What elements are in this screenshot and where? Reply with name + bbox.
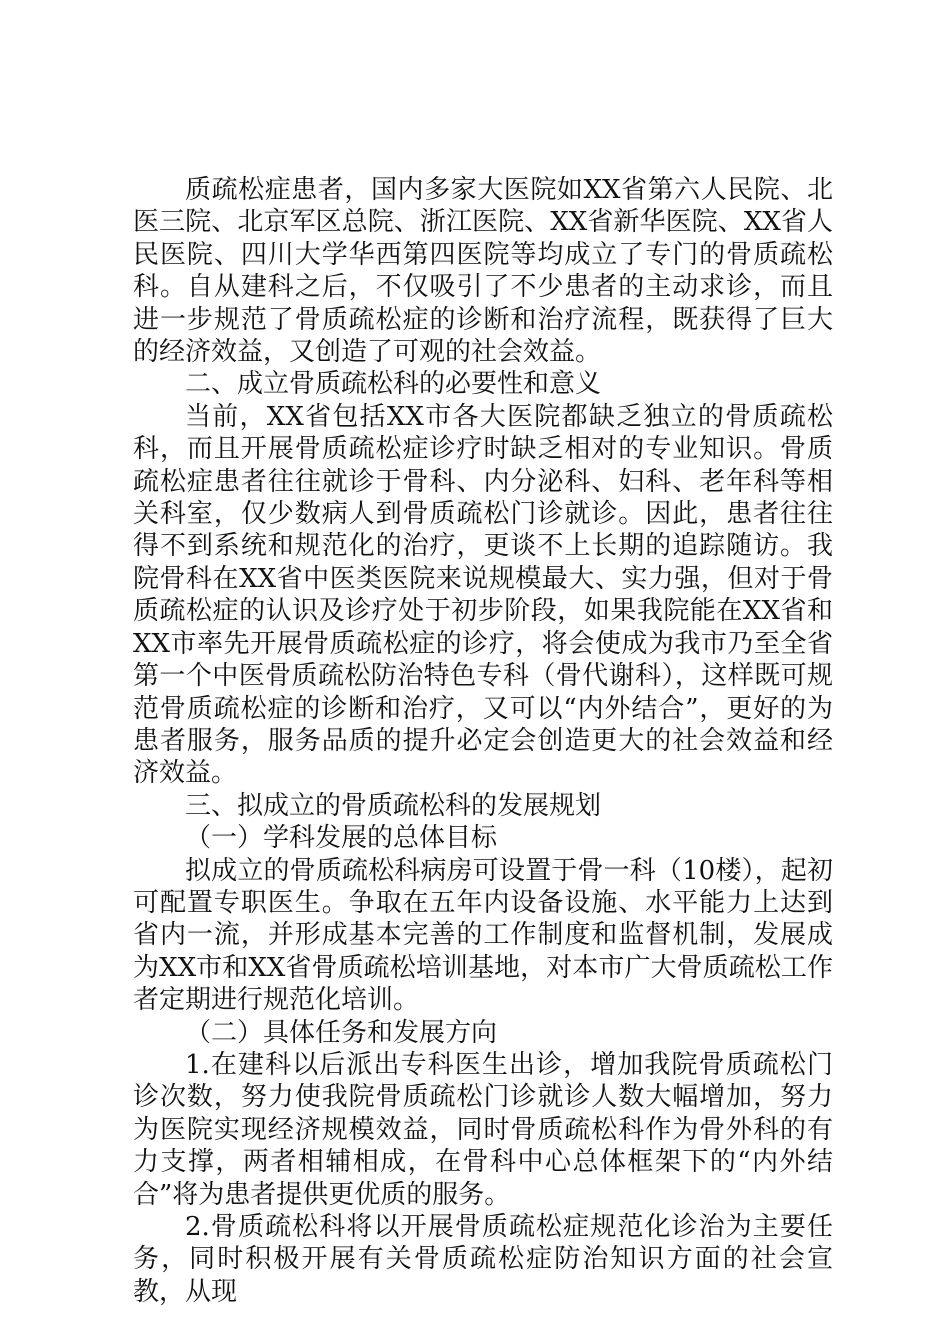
- paragraph-continuation: 质疏松症患者，国内多家大医院如XX省第六人民院、北医三院、北京军区总院、浙江医院、XX省新华医院、XX省人民医院、四川大学华西第四医院等均成立了专门的骨质疏松科。自从建科之后，不仅吸引了不少患者的主动求诊，而且进一步规范了骨质疏松症的诊断和治疗流程，既获得了巨大的经济效益，又创造了可观的社会效益。: [133, 175, 833, 368]
- paragraph-task-2: 2.骨质疏松科将以开展骨质疏松症规范化诊治为主要任务，同时积极开展有关骨质疏松症防治知识方面的社会宣教，从现: [133, 1212, 833, 1307]
- subsection-heading-2: （二）具体任务和发展方向: [185, 1017, 498, 1048]
- paragraph-task-1: 1.在建科以后派出专科医生出诊，增加我院骨质疏松门诊次数，努力使我院骨质疏松门诊就诊人数大幅增加，努力为医院实现经济规模效益，同时骨质疏松科作为骨外科的有力支撑，两者相辅相成，在骨科中心总体框架下的“内外结合”将为患者提供更优质的服务。: [133, 1049, 833, 1210]
- subsection-heading-1: （一）学科发展的总体目标: [185, 823, 498, 854]
- section-heading-3: 三、拟成立的骨质疏松科的发展规划: [185, 790, 602, 821]
- paragraph-overall-goal: 拟成立的骨质疏松科病房可设置于骨一科（10楼），起初可配置专职医生。争取在五年内设备设施、水平能力上达到省内一流，并形成基本完善的工作制度和监督机制，发展成为XX市和XX省骨质疏松培训基地，对本市广大骨质疏松工作者定期进行规范化培训。: [133, 855, 833, 1016]
- section-heading-2: 二、成立骨质疏松科的必要性和意义: [185, 369, 602, 400]
- document-body: [133, 174, 833, 1308]
- paragraph-necessity: 当前，XX省包括XX市各大医院都缺乏独立的骨质疏松科，而且开展骨质疏松症诊疗时缺乏相对的专业知识。骨质疏松症患者往往就诊于骨科、内分泌科、妇科、老年科等相关科室，仅少数病人到骨质疏松门诊就诊。因此，患者往往得不到系统和规范化的治疗，更谈不上长期的追踪随访。我院骨科在XX省中医类医院来说规模最大、实力强，但对于骨质疏松症的认识及诊疗处于初步阶段，如果我院能在XX省和XX市率先开展骨质疏松症的诊疗，将会使成为我市乃至全省第一个中医骨质疏松防治特色专科（骨代谢科），这样既可规范骨质疏松症的诊断和治疗，又可以“内外结合”，更好的为患者服务，服务品质的提升必定会创造更大的社会效益和经济效益。: [133, 401, 833, 789]
